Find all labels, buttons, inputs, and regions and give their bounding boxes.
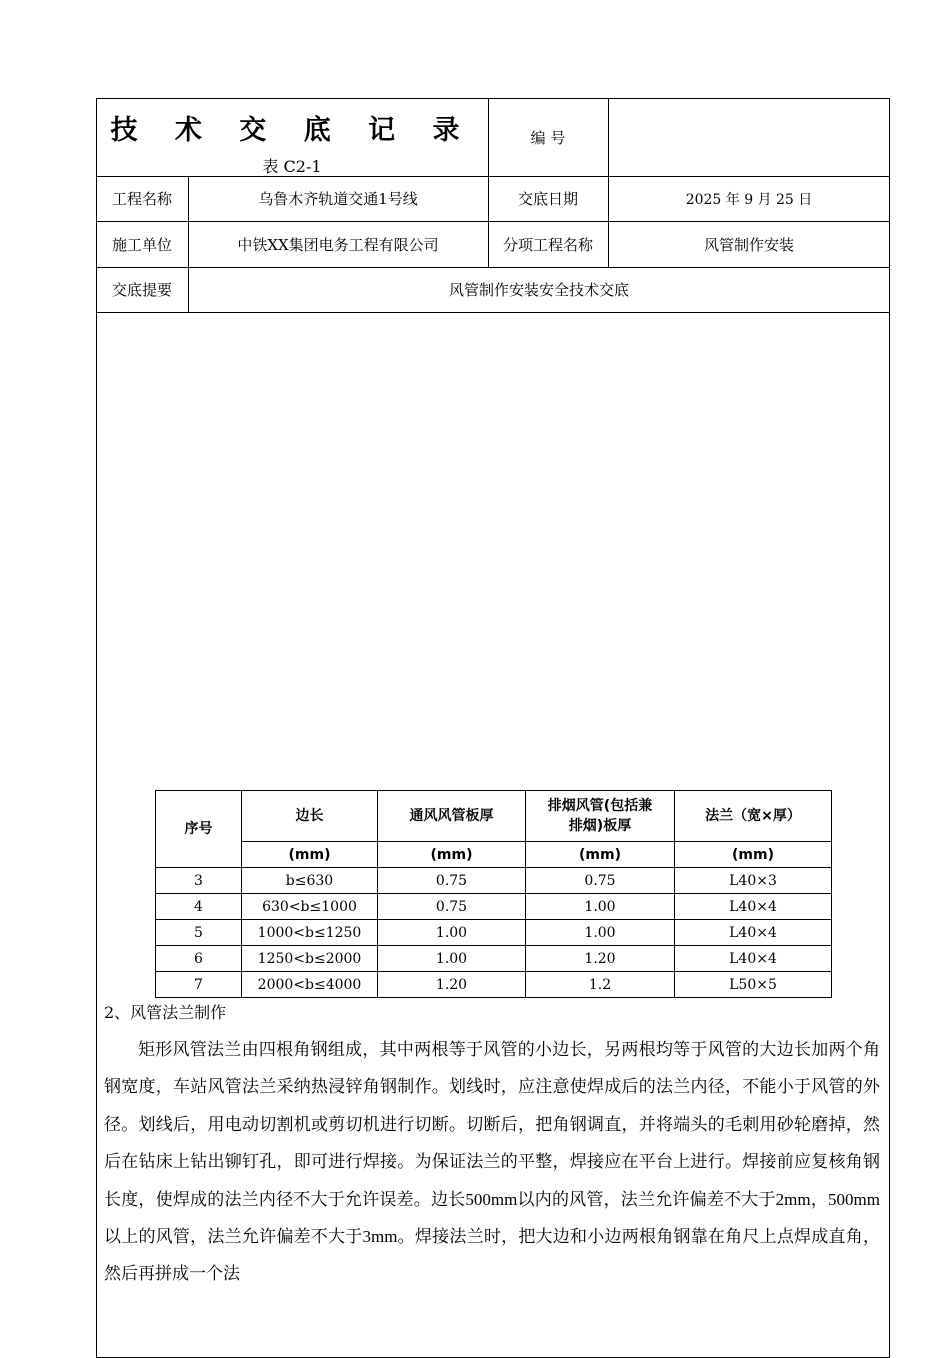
date-value: 2025 年 9 月 25 日 — [685, 191, 813, 208]
date-label: 交底日期 — [517, 190, 578, 208]
subproject-value: 风管制作安装 — [703, 235, 794, 254]
cell-smoke-thickness: 1.20 — [526, 946, 675, 972]
cell-flange: L40×4 — [675, 946, 832, 972]
cell-index: 5 — [156, 920, 242, 946]
form-title: 技 术 交 底 记 录 — [110, 115, 474, 146]
cell-side-length: 630<b≤1000 — [242, 894, 378, 920]
section-heading: 2、风管法兰制作 — [104, 1003, 227, 1022]
row-divider — [96, 312, 890, 313]
header-smoke-thickness-line2: 排烟)板厚 — [568, 818, 632, 834]
cell-index: 3 — [156, 868, 242, 894]
table-row — [156, 946, 832, 972]
unit-cell: (mm) — [675, 842, 832, 868]
section-paragraph: 矩形风管法兰由四根角钢组成，其中两根等于风管的小边长，另两根均等于风管的大边长加两个角钢宽度，车站风管法兰采纳热浸锌角钢制作。划线时，应注意使焊成后的法兰内径，不能小于风管的外径。划线后，用电动切割机或剪切机进行切断。切断后，把角钢调直，并将端头的毛刺用砂轮磨掉，然后在钻床上钻出铆钉孔，即可进行焊接。为保证法兰的平整，焊接应在平台上进行。焊接前应复核角钢长度，使焊成的法兰内径不大于允许误差。边长500mm以内的风管，法兰允许偏差不大于2mm，500mm以上的风管，法兰允许偏差不大于3mm。焊接法兰时，把大边和小边两根角钢靠在角尺上点焊成直角，然后再拼成一个法 — [104, 1040, 880, 1284]
duct-thickness-table — [155, 790, 832, 998]
cell-side-length: 2000<b≤4000 — [242, 972, 378, 998]
number-label: 编 号 — [530, 128, 566, 147]
cell-flange: L40×4 — [675, 920, 832, 946]
cell-smoke-thickness: 1.00 — [526, 894, 675, 920]
summary-label: 交底提要 — [111, 281, 172, 299]
table-row — [156, 920, 832, 946]
table-row — [156, 894, 832, 920]
cell-index: 6 — [156, 946, 242, 972]
cell-index: 7 — [156, 972, 242, 998]
summary-value: 风管制作安装安全技术交底 — [448, 281, 629, 299]
cell-vent-thickness: 1.00 — [378, 920, 526, 946]
project-name-value: 乌鲁木齐轨道交通1号线 — [258, 190, 418, 208]
cell-vent-thickness: 0.75 — [378, 894, 526, 920]
header-flange: 法兰（宽×厚） — [675, 791, 832, 842]
header-smoke-thickness-line1: 排烟风管(包括兼 — [547, 798, 653, 814]
unit-value: 中铁XX集团电务工程有限公司 — [237, 235, 439, 254]
cell-smoke-thickness: 1.2 — [526, 972, 675, 998]
cell-vent-thickness: 1.20 — [378, 972, 526, 998]
header-index: 序号 — [156, 791, 242, 868]
unit-cell: (mm) — [242, 842, 378, 868]
unit-cell: (mm) — [526, 842, 675, 868]
form-code: 表 C2-1 — [262, 157, 322, 176]
header-vent-thickness: 通风风管板厚 — [378, 791, 526, 842]
cell-flange: L50×5 — [675, 972, 832, 998]
unit-cell: (mm) — [378, 842, 526, 868]
cell-side-length: b≤630 — [242, 868, 378, 894]
cell-index: 4 — [156, 894, 242, 920]
project-name-label: 工程名称 — [111, 190, 172, 208]
cell-flange: L40×4 — [675, 894, 832, 920]
header-side-length: 边长 — [242, 791, 378, 842]
cell-smoke-thickness: 0.75 — [526, 868, 675, 894]
cell-flange: L40×3 — [675, 868, 832, 894]
cell-vent-thickness: 1.00 — [378, 946, 526, 972]
table-row — [156, 972, 832, 998]
header-smoke-thickness — [526, 791, 675, 842]
unit-label: 施工单位 — [111, 235, 172, 254]
subproject-label: 分项工程名称 — [502, 235, 593, 254]
cell-smoke-thickness: 1.00 — [526, 920, 675, 946]
cell-side-length: 1250<b≤2000 — [242, 946, 378, 972]
table-row — [156, 868, 832, 894]
number-value — [608, 98, 890, 176]
cell-side-length: 1000<b≤1250 — [242, 920, 378, 946]
cell-vent-thickness: 0.75 — [378, 868, 526, 894]
